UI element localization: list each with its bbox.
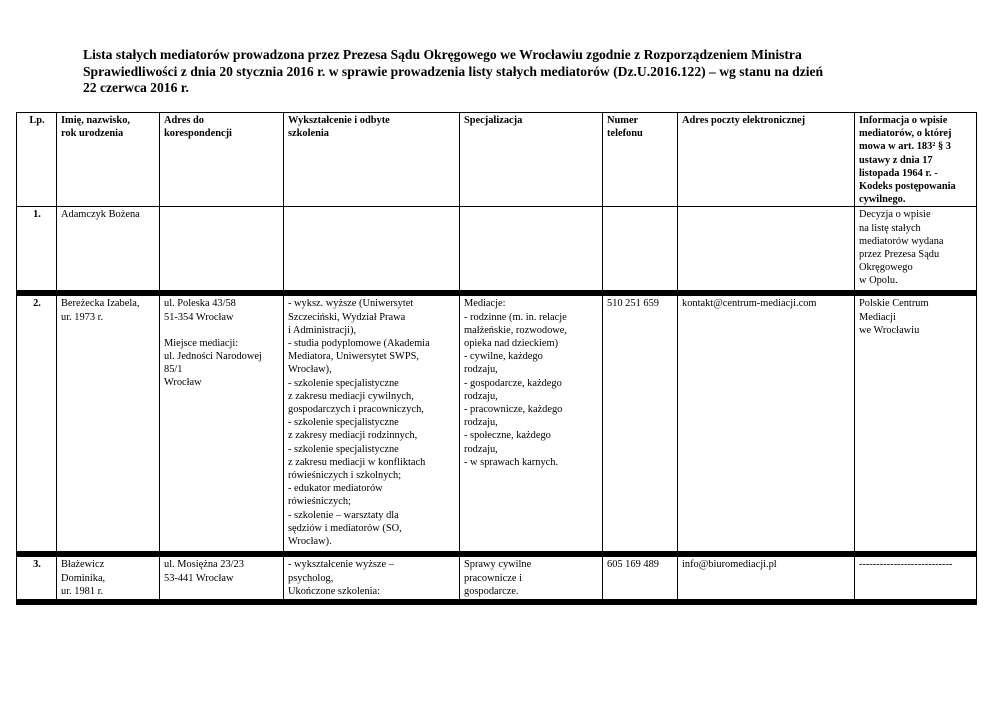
cell-line: Wrocław [164,377,202,389]
cell-line: ur. 1981 r. [61,585,104,597]
header-address [160,113,284,207]
cell-line: Wrocław), [288,364,332,376]
cell-line: Decyzja o wpisie [859,209,931,221]
cell-line: - w sprawach karnych. [464,456,559,468]
table-row [17,296,977,552]
cell-line: szkolenia [288,128,329,140]
row-info [855,557,977,600]
cell-line: Kodeks postępowania [859,181,956,193]
cell-line: 51-354 Wrocław [164,311,234,323]
cell-line: Adres do [164,115,204,126]
cell-line: psycholog, [288,572,334,584]
document-title [83,47,909,97]
cell-line: Mediacje: [464,298,506,310]
cell-line: cywilnego. [859,194,906,206]
row-address [160,207,284,291]
header-info [855,113,977,207]
cell-line: Adamczyk Bożena [61,209,140,221]
cell-line: korespondencji [164,128,232,140]
row-phone: 605 169 489 [603,557,678,600]
cell-line: telefonu [607,128,643,140]
cell-line: - szkolenie – warsztaty dla [288,509,399,521]
row-phone [603,207,678,291]
row-lp: 1. [17,207,57,291]
cell-line: przez Prezesa Sądu [859,249,940,261]
cell-line: rok urodzenia [61,128,124,140]
header-name [57,113,160,207]
row-phone: 510 251 659 [603,296,678,552]
cell-line: listopada 1964 r. - [859,167,938,179]
row-specialization [460,207,603,291]
cell-line: z zakresu mediacji cywilnych, [288,390,414,402]
title-line: Sprawiedliwości z dnia 20 stycznia 2016 r. w sprawie prowadzenia listy stałych mediatorów (Dz.U.2016.122) – wg stanu na dzień [83,63,824,79]
row-lp: 3. [17,557,57,600]
cell-line: - cywilne, każdego [464,351,543,363]
row-address [160,296,284,552]
cell-line [164,324,280,337]
cell-line: gospodarczych i pracowniczych, [288,404,424,416]
cell-line: na listę stałych [859,222,921,234]
table-row [17,557,977,600]
row-specialization [460,296,603,552]
mediators-table [16,112,977,605]
row-lp: 2. [17,296,57,552]
cell-line: ustawy z dnia 17 [859,154,933,166]
cell-line: Mediacji [859,311,896,323]
cell-line: rodzaju, [464,390,498,402]
cell-line: Miejsce mediacji: [164,337,239,349]
cell-line: --------------------------- [859,559,953,571]
cell-line: Okręgowego [859,262,913,274]
cell-line: rodzaju, [464,364,498,376]
cell-line: Wykształcenie i odbyte [288,115,390,126]
row-separator [17,600,977,605]
title-line: Lista stałych mediatorów prowadzona przez Prezesa Sądu Okręgowego we Wrocławiu zgodnie z Rozporządzeniem Ministra [83,47,802,62]
cell-line: Informacja o wpisie [859,115,948,126]
cell-line: Ukończone szkolenia: [288,585,381,597]
cell-line: Błażewicz [61,559,105,571]
cell-line: gospodarcze. [464,585,519,597]
cell-line: z zakresu mediacji w konfliktach [288,456,426,468]
cell-line: mediatorów wydana [859,235,944,247]
row-email: info@biuromediacji.pl [678,557,855,600]
cell-line: Wrocław). [288,536,332,548]
cell-line: Specjalizacja [464,115,523,126]
cell-line: małżeńskie, rozwodowe, [464,324,568,336]
cell-line: rówieśniczych i szkolnych; [288,470,402,482]
cell-line: Adres poczty elektronicznej [682,115,806,126]
row-address [160,557,284,600]
header-phone [603,113,678,207]
cell-line: Numer [607,115,639,126]
cell-line: - edukator mediatorów [288,483,383,495]
cell-line: - pracownicze, każdego [464,404,563,416]
cell-line: Imię, nazwisko, [61,115,130,126]
row-name [57,557,160,600]
cell-line: sędziów i mediatorów (SO, [288,522,402,534]
cell-line: i Administracji), [288,324,357,336]
cell-line: 85/1 [164,364,183,376]
row-name [57,207,160,291]
row-email [678,207,855,291]
cell-line: opieka nad dzieckiem) [464,338,559,350]
cell-line: Bereżecka Izabela, [61,298,140,310]
cell-line: rodzaju, [464,443,498,455]
cell-line: - społeczne, każdego [464,430,551,442]
cell-line: - szkolenie specjalistyczne [288,443,399,455]
cell-line: - szkolenie specjalistyczne [288,377,399,389]
row-info [855,207,977,291]
cell-line: - szkolenie specjalistyczne [288,417,399,429]
cell-line: ul. Poleska 43/58 [164,298,236,310]
cell-line: z zakresy mediacji rodzinnych, [288,430,418,442]
cell-line: - rodzinne (m. in. relacje [464,311,567,323]
table-header-row [17,113,977,207]
header-education [284,113,460,207]
cell-line: rówieśniczych; [288,496,351,508]
cell-line: pracownicze i [464,572,522,584]
header-lp: Lp. [17,113,57,207]
cell-line: Polskie Centrum [859,298,929,310]
row-education [284,207,460,291]
row-education [284,557,460,600]
cell-line: Dominika, [61,572,106,584]
cell-line: w Opolu. [859,275,898,287]
cell-line: Sprawy cywilne [464,559,532,571]
cell-line: - wykształcenie wyższe – [288,559,394,571]
cell-line: ul. Jedności Narodowej [164,351,262,363]
cell-line: we Wrocławiu [859,324,920,336]
row-education [284,296,460,552]
row-email: kontakt@centrum-mediacji.com [678,296,855,552]
row-name [57,296,160,552]
cell-line: ur. 1973 r. [61,311,104,323]
row-info [855,296,977,552]
cell-line: ul. Mosiężna 23/23 [164,559,244,571]
header-specialization [460,113,603,207]
cell-line: 53-441 Wrocław [164,572,234,584]
cell-line: mediatorów, o której [859,128,952,140]
cell-line: Szczeciński, Wydział Prawa [288,311,406,323]
table-row [17,207,977,291]
cell-line: - wyksz. wyższe (Uniwersytet [288,298,414,310]
cell-line: mowa w art. 183² § 3 [859,141,951,153]
title-line: 22 czerwca 2016 r. [83,80,189,95]
cell-line: Mediatora, Uniwersytet SWPS, [288,351,420,363]
cell-line: - studia podyplomowe (Akademia [288,338,430,350]
row-specialization [460,557,603,600]
cell-line: rodzaju, [464,417,498,429]
header-email [678,113,855,207]
cell-line: - gospodarcze, każdego [464,377,562,389]
